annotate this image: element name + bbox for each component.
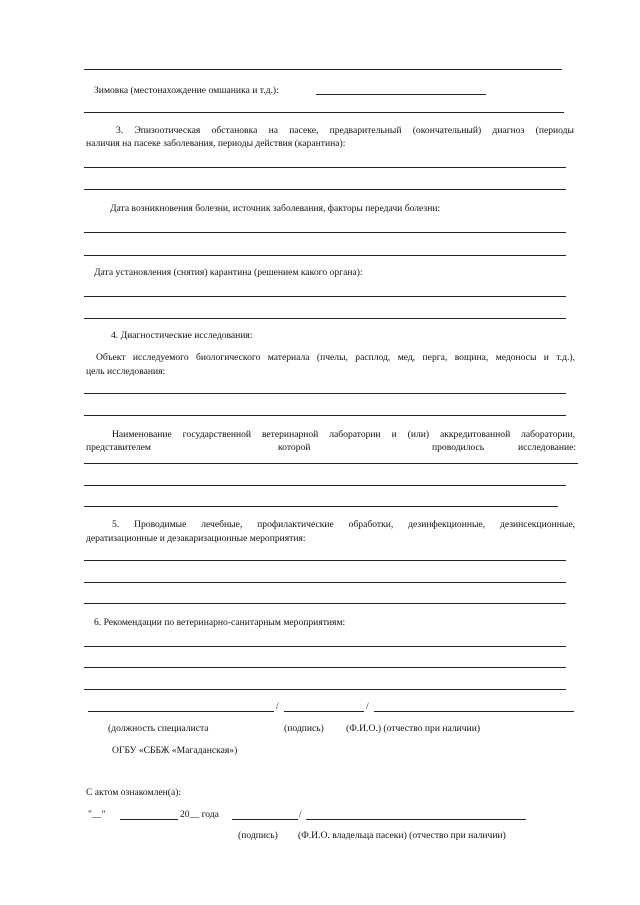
specialist-fio-field[interactable] <box>374 711 574 712</box>
lab-word-representative: представителем <box>86 442 152 453</box>
owner-signature-field[interactable] <box>232 819 298 820</box>
owner-signature-caption: (подпись) <box>238 830 278 841</box>
date-month-field[interactable] <box>120 819 178 820</box>
acknowledged-label: С актом ознакомлен(а): <box>86 787 182 798</box>
lab-word-research: исследование: <box>518 442 577 453</box>
wintering-label: Зимовка (местонахождение омшаника и т.д.): <box>94 85 279 96</box>
sig-signature-caption: (подпись) <box>284 723 324 734</box>
quarantine-label: Дата установления (снятия) карантина (решением какого органа): <box>94 267 363 278</box>
sig-fio-caption: (Ф.И.О.) (отчество при наличии) <box>346 723 481 734</box>
section3-text-2: наличия на пасеке заболевания, периоды действия (карантина): <box>86 138 346 149</box>
blank-line[interactable] <box>84 318 566 319</box>
section4-title: 4. Диагностические исследования: <box>111 330 253 341</box>
lab-word-which: которой <box>278 442 311 453</box>
owner-fio-field[interactable] <box>306 819 526 820</box>
sig-separator: / <box>276 701 279 712</box>
sig-position-caption: (должность специалиста <box>108 723 209 734</box>
blank-line[interactable] <box>84 603 566 604</box>
date-open-quote: "__" <box>88 809 106 820</box>
blank-line[interactable] <box>84 646 566 647</box>
blank-line[interactable] <box>84 485 566 486</box>
blank-line[interactable] <box>84 255 566 256</box>
specialist-signature-field[interactable] <box>284 711 364 712</box>
organization-name: ОГБУ «СББЖ «Магаданская») <box>112 745 238 756</box>
section3-text: 3. Эпизоотическая обстановка на пасеке, предварительный (окончательный) диагноз (периоды <box>116 125 574 136</box>
blank-line[interactable] <box>84 189 566 190</box>
object-text-2: цель исследования: <box>86 366 166 377</box>
disease-origin-label: Дата возникновения болезни, источник заболевания, факторы передачи болезни: <box>110 203 441 214</box>
blank-line[interactable] <box>84 667 566 668</box>
blank-line[interactable] <box>84 167 566 168</box>
object-text: Объект исследуемого биологического материала (пчелы, расплод, мед, перга, вощина, медоносы и т.д.), <box>96 352 575 363</box>
blank-line[interactable] <box>84 112 564 113</box>
sig-separator: / <box>366 701 369 712</box>
lab-text: Наименование государственной ветеринарной лаборатории и (или) аккредитованной лаборатории, <box>112 429 575 440</box>
blank-line[interactable] <box>84 506 558 507</box>
date-year-text: 20__ года <box>180 809 219 820</box>
top-rule <box>84 69 562 70</box>
blank-line[interactable] <box>84 415 566 416</box>
owner-fio-caption: (Ф.И.О. владельца пасеки) (отчество при наличии) <box>298 830 506 841</box>
blank-line[interactable] <box>84 232 566 233</box>
blank-line[interactable] <box>84 296 566 297</box>
blank-line[interactable] <box>84 560 566 561</box>
blank-line[interactable] <box>84 689 566 690</box>
blank-line[interactable] <box>84 393 566 394</box>
date-separator: / <box>299 809 302 820</box>
section6-title: 6. Рекомендации по ветеринарно-санитарным мероприятиям: <box>94 617 346 628</box>
specialist-position-field[interactable] <box>88 711 274 712</box>
section5-text-2: дератизационные и дезакаризационные мероприятия: <box>86 533 306 544</box>
blank-line[interactable] <box>84 463 578 464</box>
section5-text: 5. Проводимые лечебные, профилактические обработки, дезинфекционные, дезинсекционные, <box>112 519 575 530</box>
wintering-field[interactable] <box>316 94 486 95</box>
blank-line[interactable] <box>84 582 566 583</box>
lab-word-conducted: проводилось <box>432 442 485 453</box>
